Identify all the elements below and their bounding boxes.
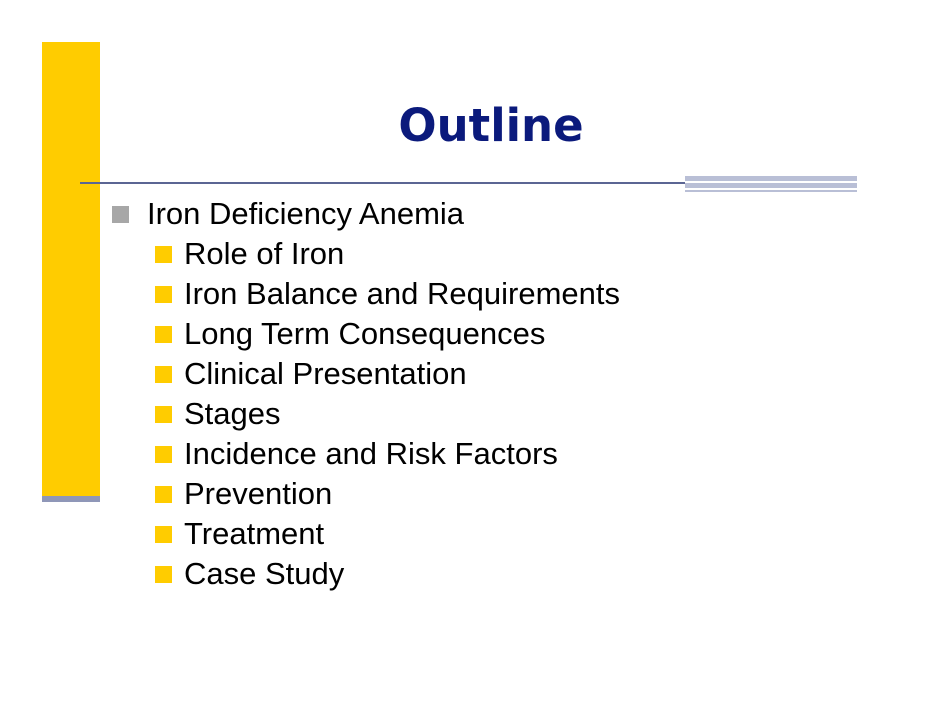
outline-subitem <box>112 274 620 314</box>
yellow-square-bullet-icon <box>155 286 172 303</box>
yellow-square-bullet-icon <box>155 566 172 583</box>
accent-bar-shadow <box>42 496 100 502</box>
outline-list <box>112 194 620 594</box>
outline-subitem-label: Prevention <box>184 476 333 511</box>
outline-subitem <box>112 474 620 514</box>
yellow-square-bullet-icon <box>155 526 172 543</box>
outline-subitem <box>112 434 620 474</box>
outline-subitem <box>112 554 620 594</box>
yellow-square-bullet-icon <box>155 446 172 463</box>
outline-item-label: Iron Deficiency Anemia <box>147 196 465 231</box>
outline-subitem <box>112 314 620 354</box>
gray-square-bullet-icon <box>112 206 129 223</box>
yellow-square-bullet-icon <box>155 326 172 343</box>
yellow-square-bullet-icon <box>155 246 172 263</box>
outline-subitem-label: Incidence and Risk Factors <box>184 436 558 471</box>
yellow-square-bullet-icon <box>155 406 172 423</box>
outline-subitem <box>112 394 620 434</box>
outline-subitem-label: Iron Balance and Requirements <box>184 276 620 311</box>
outline-subitem-label: Treatment <box>184 516 325 551</box>
outline-subitem <box>112 514 620 554</box>
outline-subitem <box>112 234 620 274</box>
outline-subitem-label: Stages <box>184 396 281 431</box>
outline-item-main <box>112 194 620 234</box>
yellow-square-bullet-icon <box>155 486 172 503</box>
slide-title: Outline <box>398 99 584 152</box>
title-divider-accent <box>685 176 857 192</box>
outline-subitem-label: Case Study <box>184 556 345 591</box>
outline-subitem-label: Clinical Presentation <box>184 356 467 391</box>
yellow-square-bullet-icon <box>155 366 172 383</box>
outline-subitem <box>112 354 620 394</box>
outline-subitem-label: Long Term Consequences <box>184 316 546 351</box>
outline-subitem-label: Role of Iron <box>184 236 345 271</box>
